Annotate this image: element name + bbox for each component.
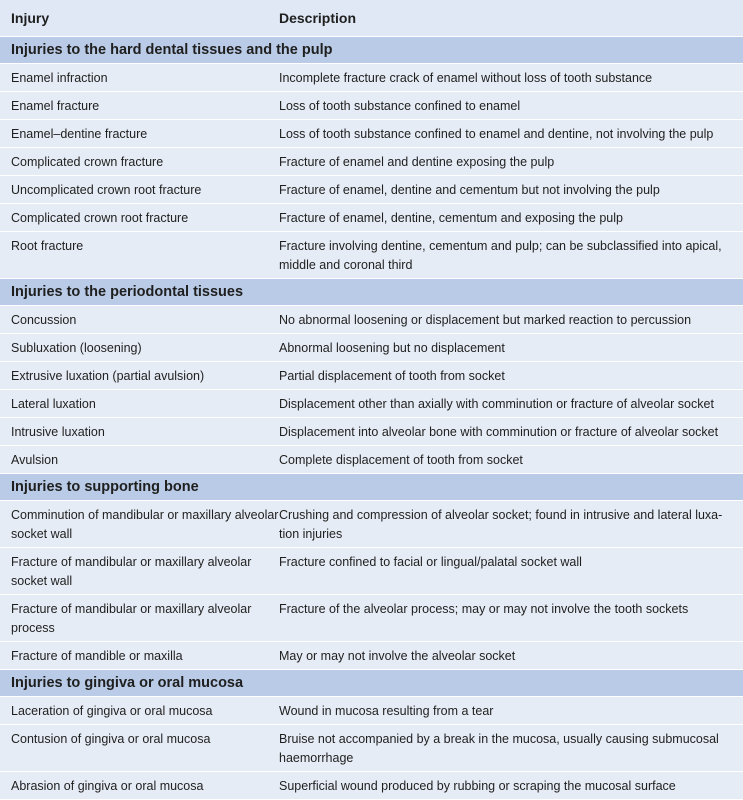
injury-cell: Enamel–dentine fracture [11, 127, 148, 141]
table-row [0, 418, 743, 446]
table-row [0, 334, 743, 362]
table-header [0, 0, 743, 37]
injury-cell: Laceration of gingiva or oral mucosa [11, 704, 213, 718]
table-row [0, 772, 743, 800]
header-description: Description [279, 10, 357, 26]
injury-cell: Lateral luxation [11, 397, 96, 411]
description-cell: Incomplete fracture crack of enamel without loss of tooth substance [279, 71, 653, 85]
injury-cell: Complicated crown root fracture [11, 211, 189, 225]
injury-cell: Extrusive luxation (partial avulsion) [11, 369, 205, 383]
table-row [0, 725, 743, 772]
table-row [0, 176, 743, 204]
injury-cell: Enamel infraction [11, 71, 108, 85]
description-cell: Loss of tooth substance confined to enamel [279, 99, 521, 113]
section-heading: Injuries to the periodontal tissues [0, 279, 743, 306]
table-row [0, 595, 743, 642]
injury-cell: Concussion [11, 313, 77, 327]
description-cell: No abnormal loosening or displacement but marked reaction to percussion [279, 313, 692, 327]
description-cell: Loss of tooth substance confined to enamel and dentine, not involving the pulp [279, 127, 714, 141]
table-row [0, 642, 743, 670]
table-row [0, 446, 743, 474]
table-row [0, 120, 743, 148]
injury-cell: Comminution of mandibular or maxillary alveolar socket wall [11, 508, 279, 541]
injury-cell: Abrasion of gingiva or oral mucosa [11, 779, 204, 793]
injury-cell: Subluxation (loosening) [11, 341, 142, 355]
injury-cell: Fracture of mandibular or maxillary alveolar socket wall [11, 555, 252, 588]
table-row [0, 548, 743, 595]
description-cell: Bruise not accompanied by a break in the mucosa, usually causing submucosal haemorrhage [279, 732, 719, 765]
description-cell: Crushing and compression of alveolar socket; found in intrusive and lateral luxa-tion injuries [279, 508, 723, 541]
description-cell: Superficial wound produced by rubbing or scraping the mucosal surface [279, 779, 676, 793]
header-injury: Injury [11, 10, 50, 26]
table-row [0, 697, 743, 725]
description-cell: Partial displacement of tooth from socket [279, 369, 505, 383]
description-cell: Fracture of enamel, dentine and cementum but not involving the pulp [279, 183, 660, 197]
injury-cell: Fracture of mandibular or maxillary alveolar process [11, 602, 252, 635]
table-row [0, 92, 743, 120]
description-cell: Fracture of the alveolar process; may or may not involve the tooth sockets [279, 602, 689, 616]
description-cell: Fracture of enamel and dentine exposing the pulp [279, 155, 555, 169]
description-cell: Abnormal loosening but no displacement [279, 341, 505, 355]
table-row [0, 232, 743, 279]
section-heading: Injuries to gingiva or oral mucosa [0, 670, 743, 697]
description-cell: Displacement into alveolar bone with comminution or fracture of alveolar socket [279, 425, 719, 439]
injury-cell: Contusion of gingiva or oral mucosa [11, 732, 211, 746]
table-row [0, 64, 743, 92]
injury-cell: Complicated crown fracture [11, 155, 164, 169]
table-row [0, 390, 743, 418]
table-row [0, 204, 743, 232]
description-cell: Fracture of enamel, dentine, cementum and exposing the pulp [279, 211, 623, 225]
description-cell: Wound in mucosa resulting from a tear [279, 704, 494, 718]
injury-cell: Fracture of mandible or maxilla [11, 649, 183, 663]
injury-cell: Intrusive luxation [11, 425, 105, 439]
table-row [0, 362, 743, 390]
description-cell: Displacement other than axially with comminution or fracture of alveolar socket [279, 397, 714, 411]
description-cell: Complete displacement of tooth from socket [279, 453, 523, 467]
injury-cell: Avulsion [11, 453, 59, 467]
table-row [0, 148, 743, 176]
injury-cell: Uncomplicated crown root fracture [11, 183, 202, 197]
section-heading: Injuries to supporting bone [0, 474, 743, 501]
description-cell: Fracture involving dentine, cementum and pulp; can be subclassified into apical, middle and coronal third [279, 239, 722, 272]
injury-cell: Enamel fracture [11, 99, 100, 113]
injury-cell: Root fracture [11, 239, 84, 253]
description-cell: Fracture confined to facial or lingual/palatal socket wall [279, 555, 582, 569]
section-heading: Injuries to the hard dental tissues and the pulp [0, 37, 743, 64]
table-row [0, 306, 743, 334]
description-cell: May or may not involve the alveolar socket [279, 649, 516, 663]
table-row [0, 501, 743, 548]
